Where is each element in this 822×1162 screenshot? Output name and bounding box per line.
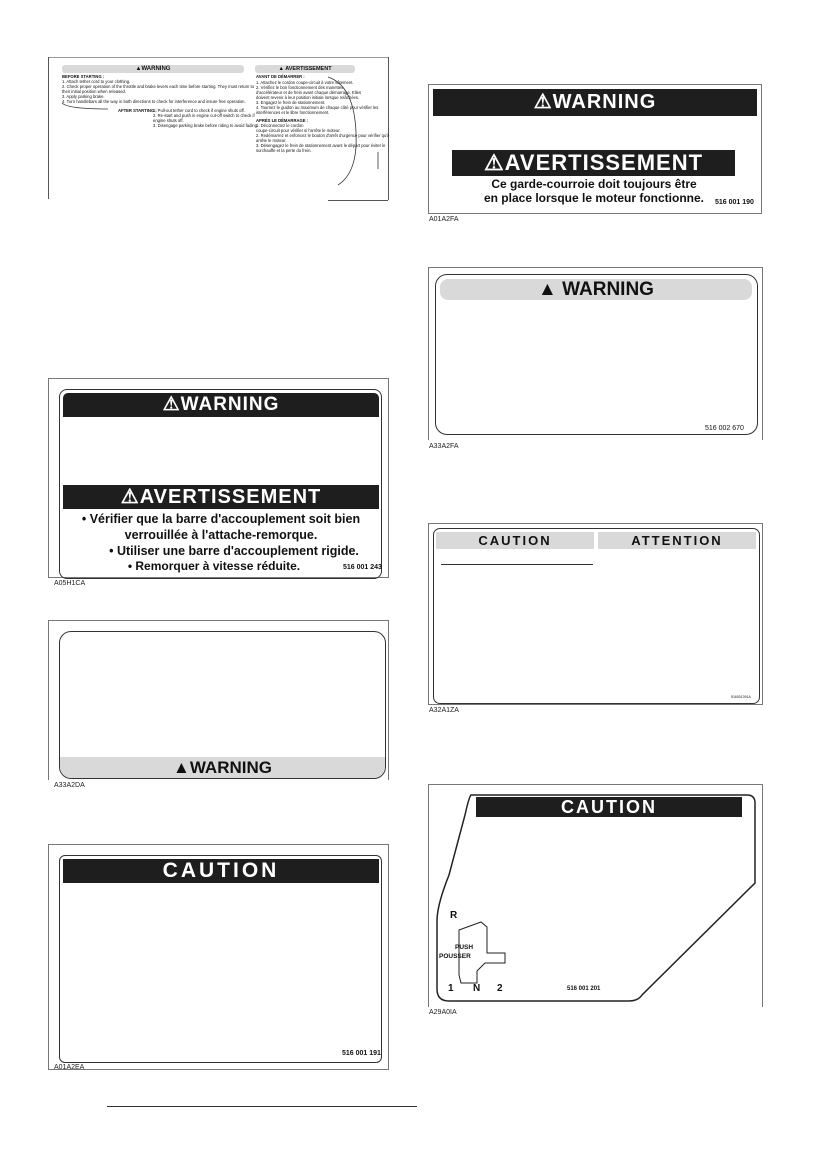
avertissement-header-fr: ▲ AVERTISSEMENT: [255, 65, 355, 73]
en-line: 3. Apply parking brake.: [62, 94, 105, 99]
fr-line: 1. Attachez le cordon coupe-circuit à votre vêtement.: [256, 80, 354, 85]
fr-after-line: 3. Désengagez le frein de stationnement avant le départ pour éviter le: [256, 143, 386, 148]
fr-before-title: AVANT DE DÉMARRER :: [256, 74, 305, 79]
warning-triangle-icon: ⚠: [483, 150, 505, 175]
gear-2-label: 2: [497, 983, 503, 994]
en-line: 2. Check proper operation of the throttle and brake levers each time before starting. They must return to: [62, 84, 254, 89]
part-number: 516001391A: [731, 695, 751, 699]
warning-banner: ▲WARNING: [60, 757, 385, 778]
warning-header-en: ▲WARNING: [62, 65, 244, 73]
avertissement-banner: ⚠AVERTISSEMENT: [63, 485, 379, 509]
caution-banner: CAUTION: [63, 859, 379, 883]
fr-after-line: coupe-circuit pour vérifier si l'arrête le moteur.: [256, 128, 341, 133]
warning-triangle-icon: ▲: [538, 279, 557, 300]
label-tow-bar-warning: [48, 378, 389, 578]
en-after-title: AFTER STARTING :: [118, 108, 157, 113]
figure-caption: A33A2FA: [429, 443, 459, 450]
fr-after-line: 2. Redémarrez et enfoncez le bouton d'arrêt d'urgence pour vérifier qu'il: [256, 133, 389, 138]
caution-banner: CAUTION: [476, 797, 742, 817]
en-line: 4. Turn handlebars all the way in both directions to check for interference and insure free operation.: [62, 99, 246, 104]
label-belt-guard-warning: [428, 84, 762, 214]
warning-triangle-icon: ⚠: [533, 91, 553, 113]
label-caution-large: [48, 844, 389, 1070]
en-line: their initial position when released.: [62, 89, 127, 94]
fr-line: d'accélérateur et de frein avant chaque démarrage. Elles: [256, 90, 362, 95]
fr-text-line: • Remorquer à vitesse réduite.: [127, 559, 301, 573]
fr-text-line: en place lorsque le moteur fonctionne.: [483, 191, 705, 205]
part-number: 516 001 190: [715, 199, 754, 206]
warning-banner: ⚠WARNING: [433, 89, 757, 116]
warning-triangle-icon: ▲: [173, 758, 190, 777]
figure-caption: A01A2EA: [54, 1064, 85, 1071]
en-after-line: 1. Pull-out tether cord to check if engine shuts off.: [153, 108, 245, 113]
en-after-line: engine shuts off.: [153, 118, 184, 123]
fr-after-title: APRÈS LE DÉMARRAGE :: [256, 118, 309, 123]
figure-caption: A29A0IA: [429, 1009, 457, 1016]
fr-line: 4. Tournez le guidon au maximum de chaque côté pour vérifier les: [256, 105, 379, 110]
label-warning-grey: [428, 267, 763, 440]
push-label: PUSH: [455, 944, 474, 951]
footer-rule: [107, 1106, 417, 1107]
part-number: 516 001 201: [567, 986, 601, 992]
part-number: 516 002 670: [705, 425, 744, 432]
warning-triangle-icon: ⚠: [162, 394, 181, 415]
en-after-line: 2. Re-start and push in engine cut-off switch to check if: [153, 113, 255, 118]
fr-text-line: Ce garde-courroie doit toujours être: [491, 177, 697, 191]
fr-text-line: verrouillée à l'attache-remorque.: [124, 528, 318, 542]
label-caution-attention: [428, 523, 763, 705]
fr-after-line: surchauffe et la perte du frein.: [256, 148, 312, 153]
label-before-after-starting: [48, 57, 389, 201]
warning-banner: ▲ WARNING: [440, 279, 752, 300]
label-outline-shape: [429, 785, 764, 1008]
part-number: 516 001 243: [343, 564, 382, 571]
part-number: 516 001 191: [342, 1050, 381, 1057]
caution-banner: CAUTION: [436, 532, 594, 549]
gear-r-label: R: [450, 910, 458, 921]
fr-line: 3. Engagez le frein de stationnement.: [256, 100, 326, 105]
warning-banner: ⚠WARNING: [63, 393, 379, 417]
label-outline-curves: [48, 57, 389, 201]
en-after-line: 3. Disengage parking brake before riding to avoid fading.: [153, 123, 259, 128]
fr-line: doivent revenir à leur position initiale lorsque relâchées.: [256, 95, 360, 100]
figure-caption: A33A2DA: [54, 782, 85, 789]
label-caution-gear-shift: [428, 784, 763, 1007]
en-line: 1. Attach tether cord to your clothing.: [62, 79, 131, 84]
fr-text-line: • Vérifier que la barre d'accouplement soit bien: [81, 512, 361, 526]
gear-1-label: 1: [448, 983, 454, 994]
fr-after-line: 1. Déconnectez le cordon: [256, 123, 304, 128]
avertissement-banner: ⚠AVERTISSEMENT: [452, 150, 735, 176]
fr-text-line: • Utiliser une barre d'accouplement rigide.: [109, 544, 359, 558]
figure-caption: A01A2FA: [429, 216, 459, 223]
figure-caption: A05H1CA: [54, 580, 86, 587]
fr-after-line: arrête le moteur.: [256, 138, 287, 143]
en-before-title: BEFORE STARTING :: [62, 74, 105, 79]
pousser-label: POUSSER: [439, 953, 471, 960]
fr-line: 2. Vérifiez le bon fonctionnement des manettes: [256, 85, 344, 90]
warning-triangle-icon: ⚠: [120, 486, 140, 508]
label-warning-bottom-banner: [48, 620, 389, 780]
gear-n-label: N: [473, 983, 481, 994]
figure-caption: A32A1ZA: [429, 707, 459, 714]
attention-banner: ATTENTION: [598, 532, 756, 549]
fr-line: interférences et le libre fonctionnement.: [256, 110, 330, 115]
